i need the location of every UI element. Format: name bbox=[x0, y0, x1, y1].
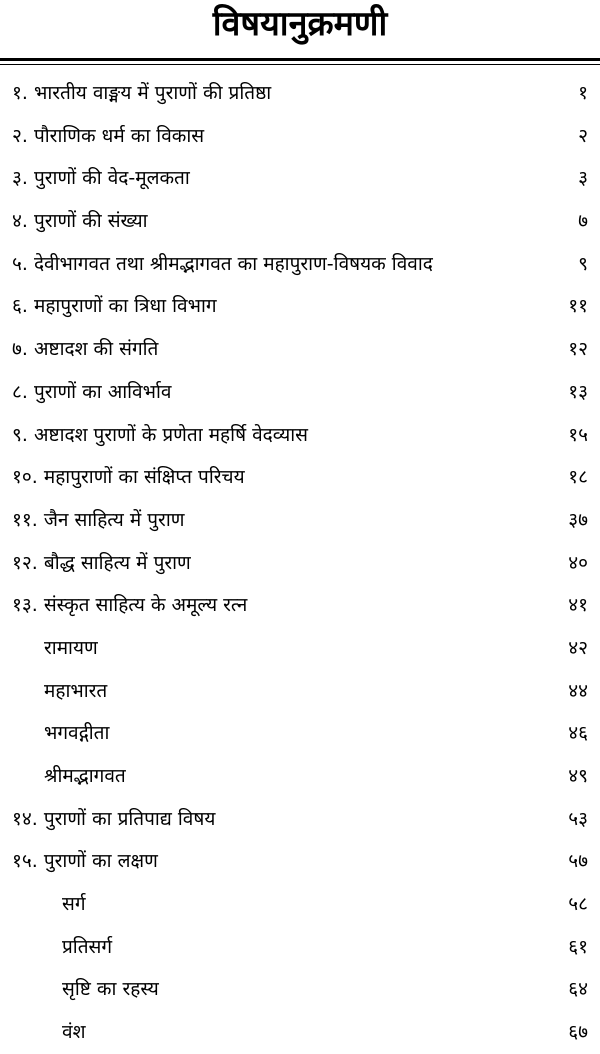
toc-entry-page-number: ९ bbox=[578, 252, 588, 275]
title-rule-thick bbox=[0, 58, 600, 61]
toc-entry bbox=[0, 542, 600, 585]
toc-entry bbox=[0, 840, 600, 883]
toc-entry bbox=[0, 328, 600, 371]
toc-subentry bbox=[0, 1011, 600, 1054]
toc-entry-page-number: ७ bbox=[578, 210, 588, 233]
toc-entry-label: ३. पुराणों की वेद-मूलकता bbox=[12, 167, 190, 190]
toc-entry-page-number: ११ bbox=[568, 295, 588, 318]
toc-subentry bbox=[0, 755, 600, 798]
toc-entry-page-number: ४६ bbox=[568, 722, 588, 745]
toc-entry bbox=[0, 798, 600, 841]
toc-entry-label: ९. अष्टादश पुराणों के प्रणेता महर्षि वेदव्यास bbox=[12, 423, 309, 446]
toc-entry-page-number: ५३ bbox=[568, 807, 588, 830]
toc-entry-page-number: ४९ bbox=[568, 765, 588, 787]
toc-entry-label: भगवद्गीता bbox=[44, 722, 110, 745]
toc-entry-label: १२. बौद्ध साहित्य में पुराण bbox=[12, 551, 191, 574]
toc-entry-label: वंश bbox=[62, 1021, 86, 1044]
toc-entry-label: २. पौराणिक धर्म का विकास bbox=[12, 124, 205, 147]
toc-entry bbox=[0, 115, 600, 158]
toc-entry-page-number: १८ bbox=[568, 466, 588, 489]
toc-entry-label: ७. अष्टादश की संगति bbox=[12, 338, 159, 361]
toc-entry-label: रामायण bbox=[44, 636, 98, 659]
toc-entry-label: १५. पुराणों का लक्षण bbox=[12, 850, 158, 873]
toc-entry-page-number: १२ bbox=[568, 338, 588, 361]
toc-entry-label: ५. देवीभागवत तथा श्रीमद्भागवत का महापुराण-विषयक विवाद bbox=[12, 252, 433, 275]
toc-entry-label: ६. महापुराणों का त्रिधा विभाग bbox=[12, 295, 217, 318]
toc-entry-label: श्रीमद्भागवत bbox=[44, 765, 126, 787]
toc-entry-page-number: ६१ bbox=[568, 935, 588, 958]
toc-entry bbox=[0, 285, 600, 328]
toc-subentry bbox=[0, 968, 600, 1011]
page-title: विषयानुक्रमणी bbox=[212, 4, 388, 44]
toc-entry-label: सृष्टि का रहस्य bbox=[62, 978, 159, 1001]
toc-entry-page-number: २ bbox=[578, 124, 588, 147]
toc-entry-label: ८. पुराणों का आविर्भाव bbox=[12, 380, 172, 403]
toc-entry bbox=[0, 499, 600, 542]
toc-entry-label: ११. जैन साहित्य में पुराण bbox=[12, 508, 185, 531]
toc-entry-page-number: ६४ bbox=[568, 978, 588, 1001]
toc-entry-page-number: ५७ bbox=[568, 850, 588, 873]
toc-entry-label: सर्ग bbox=[62, 893, 86, 916]
toc-entry-page-number: ३ bbox=[578, 167, 588, 190]
toc-entry-label: महाभारत bbox=[44, 679, 108, 702]
toc-subentry bbox=[0, 712, 600, 755]
toc-entry-page-number: १ bbox=[578, 82, 588, 104]
toc-entry-page-number: ६७ bbox=[568, 1021, 588, 1044]
toc-subentry bbox=[0, 627, 600, 670]
toc-entry-label: १. भारतीय वाङ्मय में पुराणों की प्रतिष्ठा bbox=[12, 82, 272, 104]
toc-entry bbox=[0, 371, 600, 414]
toc-entry bbox=[0, 157, 600, 200]
toc-subentry bbox=[0, 883, 600, 926]
toc-subentry bbox=[0, 670, 600, 713]
toc-entry-label: ४. पुराणों की संख्या bbox=[12, 210, 148, 233]
table-of-contents bbox=[0, 72, 600, 1054]
toc-entry-page-number: १३ bbox=[568, 380, 588, 403]
toc-entry-page-number: ३७ bbox=[568, 508, 588, 531]
toc-entry bbox=[0, 200, 600, 243]
toc-entry-label: १४. पुराणों का प्रतिपाद्य विषय bbox=[12, 807, 216, 830]
toc-entry-page-number: ४४ bbox=[568, 679, 588, 702]
title-rule-thin bbox=[0, 64, 600, 65]
toc-entry bbox=[0, 72, 600, 115]
toc-entry bbox=[0, 414, 600, 457]
toc-entry-page-number: १५ bbox=[568, 423, 588, 446]
toc-subentry bbox=[0, 926, 600, 969]
toc-entry-label: प्रतिसर्ग bbox=[62, 935, 113, 958]
toc-entry-page-number: ४० bbox=[568, 551, 588, 574]
toc-entry-page-number: ५८ bbox=[568, 893, 588, 916]
toc-entry bbox=[0, 584, 600, 627]
toc-entry-label: १०. महापुराणों का संक्षिप्त परिचय bbox=[12, 466, 245, 489]
toc-entry-label: १३. संस्कृत साहित्य के अमूल्य रत्न bbox=[12, 594, 248, 617]
toc-entry bbox=[0, 456, 600, 499]
toc-entry-page-number: ४१ bbox=[568, 594, 588, 617]
toc-entry bbox=[0, 243, 600, 286]
toc-entry-page-number: ४२ bbox=[568, 636, 588, 659]
